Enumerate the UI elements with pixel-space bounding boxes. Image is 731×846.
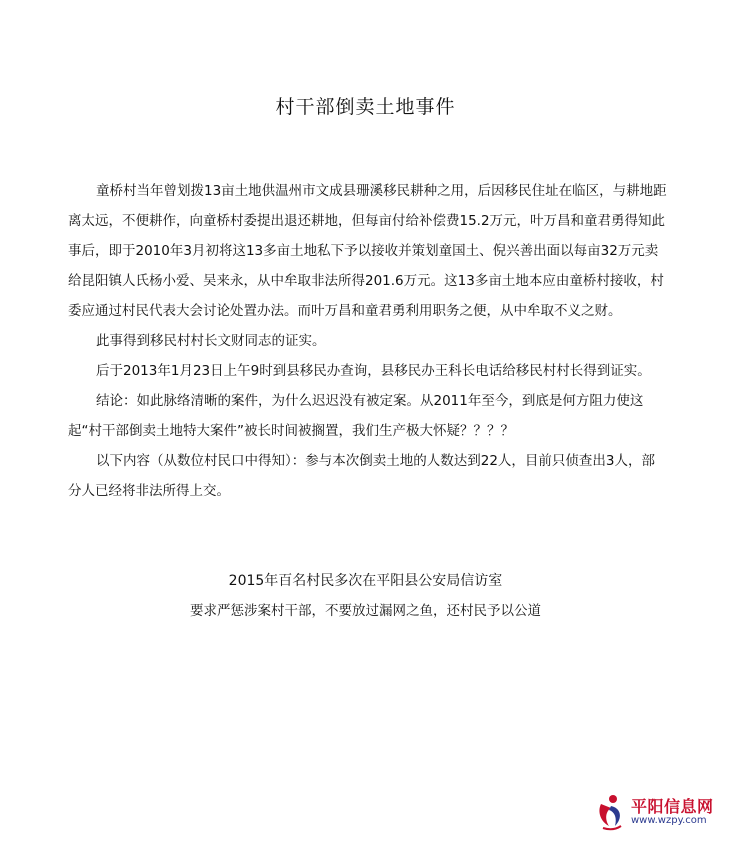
document-title: 村干部倒卖土地事件 [275,96,456,118]
paragraph-5: 以下内容（从数位村民口中得知）：参与本次倒卖土地的人数达到22人，目前只侦查出3人，部分人已经将非法所得上交。 [68,453,656,499]
paragraph-1: 童桥村当年曾划拨13亩土地供温州市文成县珊溪移民耕种之用，后因移民住址在临区，与耕地距离太远，不便耕作，向童桥村委提出退还耕地，但每亩付给补偿费15.2万元，叶万昌和童君勇得知此事后，即于2010年3月初将这13多亩土地私下予以接收并策划童国土、倪兴善出面以每亩32万元卖给昆阳镇人氏杨小爱、吴来永，从中牟取非法所得201.6万元。这13多亩土地本应由童桥村接收，村委应通过村民代表大会讨论处置办法。而叶万昌和童君勇利用职务之便，从中牟取不义之财。 [68,183,667,319]
closing-statement [0,566,731,626]
paragraph-4: 结论：如此脉络清晰的案件，为什么迟迟没有被定案。从2011年至今，到底是何方阻力使这起“村干部倒卖土地特大案件”被长时间被搁置，我们生产极大怀疑？？？？ [68,393,644,439]
pingyang-logo-icon [593,792,627,832]
paragraph-3: 后于2013年1月23日上午9时到县移民办查询，县移民办王科长电话给移民村村长得到证实。 [96,363,651,379]
watermark-text [631,798,714,827]
closing-line-2: 要求严惩涉案村干部，不要放过漏网之鱼，还村民予以公道 [190,603,541,619]
paragraph-2: 此事得到移民村村长文财同志的证实。 [96,333,326,349]
watermark-url: www.wzpy.com [631,815,707,827]
closing-line-1: 2015年百名村民多次在平阳县公安局信访室 [228,573,503,589]
site-watermark [593,790,721,834]
watermark-name: 平阳信息网 [631,796,714,816]
document-body [68,176,668,506]
